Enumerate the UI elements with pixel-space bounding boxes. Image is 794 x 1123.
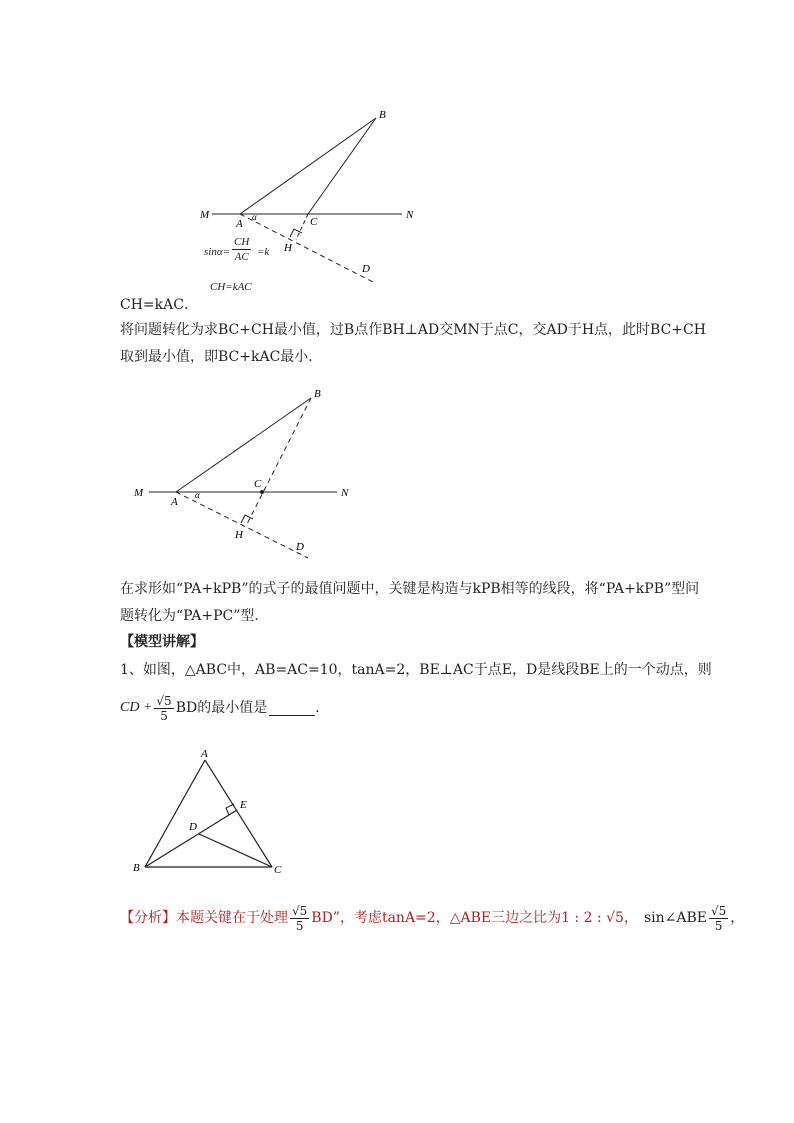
label-B: B — [379, 109, 386, 121]
label-M: M — [200, 209, 210, 221]
figure-2-diagram — [125, 380, 365, 565]
label-D: D — [189, 821, 197, 833]
formula-eq-k: =k — [257, 246, 270, 258]
label-D: D — [296, 541, 304, 553]
analysis-fraction-num: √5 — [292, 903, 308, 918]
label-D: D — [362, 263, 370, 275]
expr-end: ． — [315, 700, 330, 716]
formula-fraction — [232, 235, 251, 264]
label-A: A — [171, 496, 178, 508]
label-H: H — [235, 529, 243, 541]
expr-fraction-den: 5 — [160, 708, 168, 723]
analysis-tag: 【分析】 — [120, 910, 176, 926]
analysis-end: ， — [730, 910, 745, 926]
problem-1-expression — [120, 688, 329, 728]
text-line-3: 取到最小值，即BC+kAC最小． — [120, 349, 323, 365]
label-alpha: α — [195, 490, 200, 500]
label-A: A — [201, 748, 208, 760]
analysis-fraction-2-den: 5 — [714, 918, 723, 933]
label-C: C — [254, 478, 262, 490]
analysis-fraction-2-num: √5 — [710, 903, 727, 918]
label-E: E — [240, 799, 247, 811]
analysis-fraction-den: 5 — [295, 918, 304, 933]
formula-ch-kac: CH=kAC — [210, 281, 252, 293]
text-line-1: CH=kAC． — [120, 297, 198, 313]
analysis-text-a: 本题关键在于处理 — [176, 910, 288, 926]
analysis-text-bd: BD”，考虑tanA=2，△ABE三边之比为1 : 2 : √5， — [311, 910, 638, 926]
analysis-line — [120, 898, 744, 938]
figure-1-diagram — [190, 100, 430, 300]
label-C: C — [310, 216, 318, 228]
text-line-5: 题转化为“PA+PC”型． — [120, 608, 269, 624]
formula-numerator: CH — [234, 236, 250, 248]
text-line-2: 将问题转化为求BC+CH最小值，过B点作BH⊥AD交MN于点C，交AD于H点，此时BC+CH — [120, 322, 706, 338]
label-H: H — [284, 242, 292, 254]
answer-blank — [269, 701, 315, 716]
expr-fraction-num: √5 — [156, 693, 172, 708]
analysis-sin: sin∠ABE — [643, 910, 707, 926]
formula-sin-label: sinα= — [204, 246, 231, 258]
label-B: B — [133, 862, 140, 874]
text-line-4: 在求形如“PA+kPB”的式子的最值问题中，关键是构造与kPB相等的线段，将“PA+kPB”型问 — [120, 581, 700, 597]
problem-1-text: 1、如图，△ABC中，AB=AC=10，tanA=2，BE⊥AC于点E，D是线段BE上的一个动点，则 — [120, 662, 712, 678]
analysis-fraction-2 — [709, 904, 728, 933]
label-A: A — [236, 218, 243, 230]
label-C: C — [274, 864, 282, 876]
label-B: B — [314, 388, 321, 400]
label-M: M — [134, 487, 144, 499]
formula-denominator: AC — [234, 251, 249, 263]
label-N: N — [406, 209, 414, 221]
expr-fraction — [154, 694, 173, 723]
label-N: N — [341, 487, 349, 499]
analysis-fraction — [290, 904, 309, 933]
figure-3-diagram — [125, 745, 305, 885]
label-alpha: α — [252, 212, 257, 222]
expr-prefix: CD + — [120, 700, 153, 715]
expr-suffix: BD的最小值是 — [175, 700, 268, 716]
section-heading: 【模型讲解】 — [120, 634, 204, 650]
